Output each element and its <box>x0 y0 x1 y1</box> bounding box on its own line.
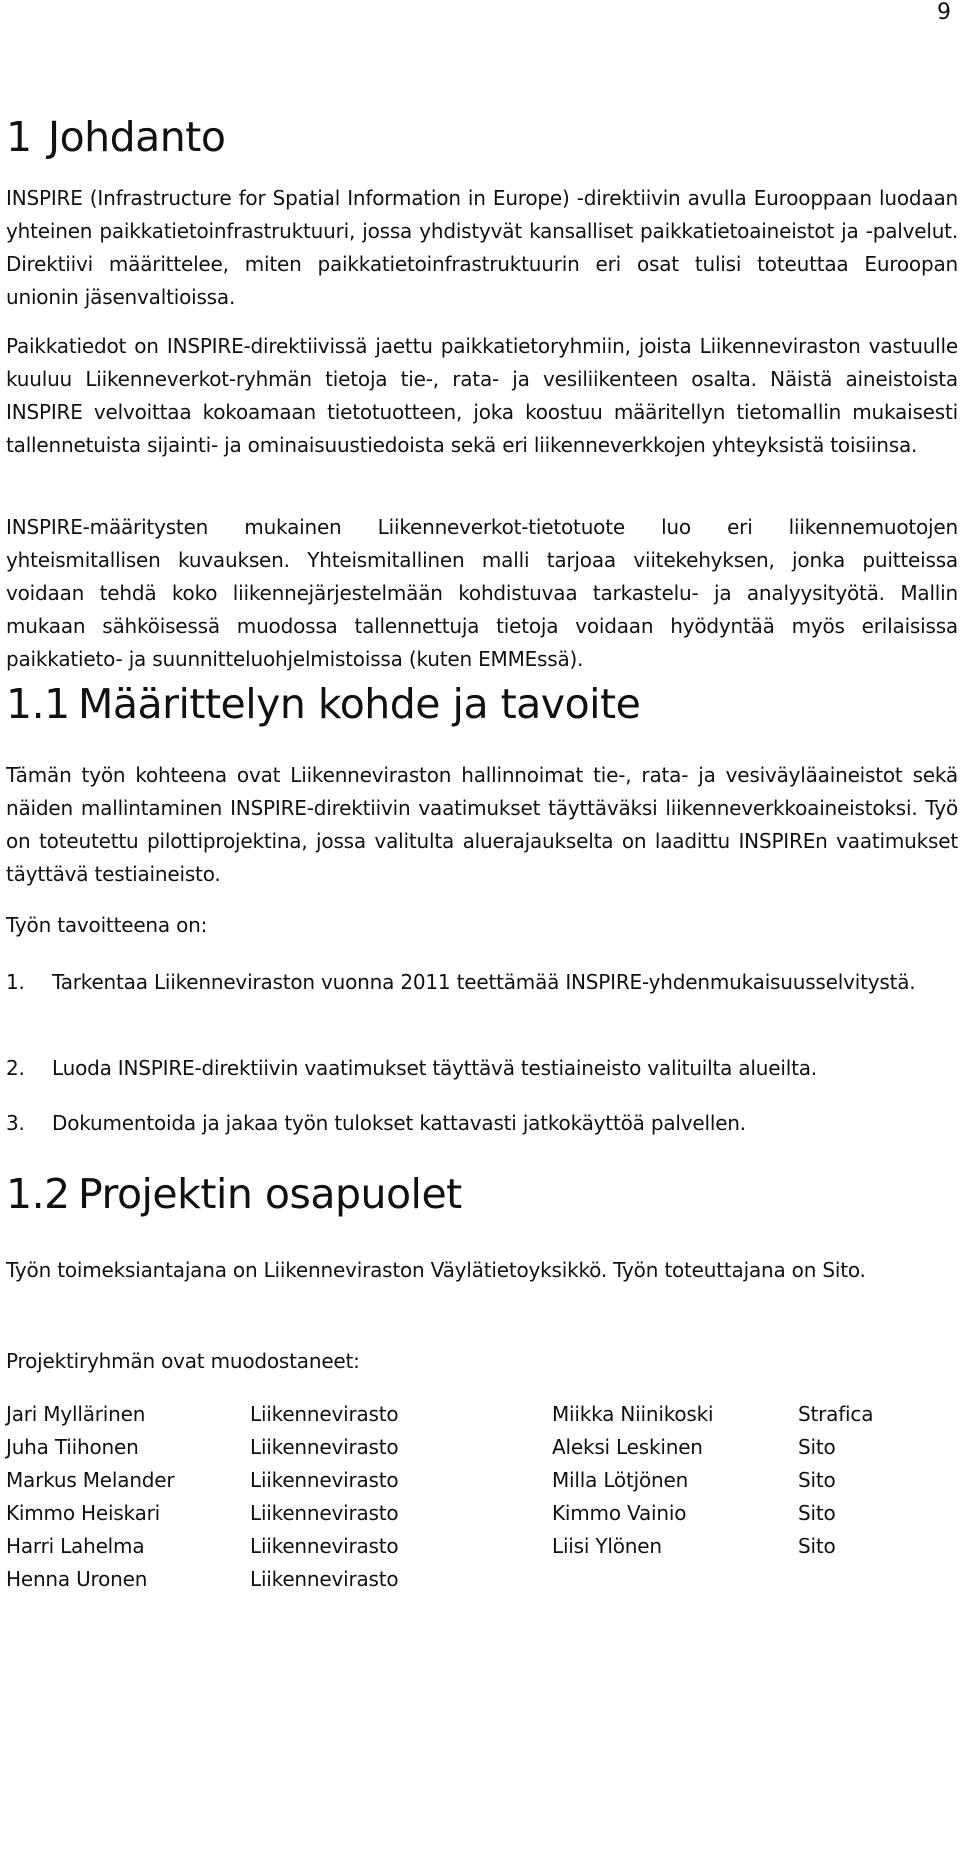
member-organization: Sito <box>798 1534 836 1558</box>
member-name: Aleksi Leskinen <box>552 1435 703 1459</box>
goals-intro: Työn tavoitteena on: <box>6 913 208 937</box>
member-name: Liisi Ylönen <box>552 1534 662 1558</box>
team-row <box>6 1563 958 1595</box>
section-number: 1.2 <box>6 1170 70 1218</box>
chapter-heading <box>6 113 226 161</box>
team-row <box>6 1497 958 1529</box>
list-item <box>6 966 958 999</box>
team-row <box>6 1530 958 1562</box>
list-item-number: 2. <box>6 1056 25 1080</box>
section-heading <box>6 1170 462 1218</box>
list-item-number: 1. <box>6 970 25 994</box>
team-intro: Projektiryhmän ovat muodostaneet: <box>6 1349 360 1373</box>
list-item <box>6 1107 958 1140</box>
member-organization: Sito <box>798 1468 836 1492</box>
member-organization: Sito <box>798 1435 836 1459</box>
member-name: Juha Tiihonen <box>6 1435 139 1459</box>
member-organization: Liikennevirasto <box>250 1534 399 1558</box>
intro-paragraph: INSPIRE-määritysten mukainen Liikenneverkot-tietotuote luo eri liikennemuotojen yhteismitallisen kuvauksen. Yhteismitallinen malli tarjoaa viitekehyksen, jonka puitteissa voidaan tehdä koko liikennejärjestelmään kohdistuvaa tarkastelu- ja analyysityötä. Mallin mukaan sähköisessä muodossa tallennettuja tietoja voidaan hyödyntää myös erilaisissa paikkatieto- ja suunnitteluohjelmistoissa (kuten EMMEssä). <box>6 515 958 671</box>
team-row <box>6 1398 958 1430</box>
member-organization: Liikennevirasto <box>250 1501 399 1525</box>
section-paragraph: Työn toimeksiantajana on Liikenneviraston Väylätietoyksikkö. Työn toteuttajana on Sito. <box>6 1258 866 1282</box>
list-item-text: Tarkentaa Liikenneviraston vuonna 2011 teettämää INSPIRE-yhdenmukaisuusselvitystä. <box>52 970 916 994</box>
list-item-text: Luoda INSPIRE-direktiivin vaatimukset täyttävä testiaineisto valituilta alueilta. <box>52 1056 817 1080</box>
section-paragraph: Tämän työn kohteena ovat Liikenneviraston hallinnoimat tie-, rata- ja vesiväyläaineistot sekä näiden mallintaminen INSPIRE-direktiivin vaatimukset täyttäväksi liikenneverkkoaineistoksi. Työ on toteutettu pilottiprojektina, jossa valitulta aluerajaukselta on laadittu INSPIREn vaatimukset täyttävä testiaineisto. <box>6 763 958 886</box>
section-heading <box>6 680 641 728</box>
section-title: Projektin osapuolet <box>78 1170 462 1218</box>
page-number: 9 <box>937 0 951 25</box>
chapter-number: 1 <box>6 113 32 161</box>
chapter-title: Johdanto <box>48 113 226 161</box>
member-organization: Liikennevirasto <box>250 1402 399 1426</box>
member-name: Milla Lötjönen <box>552 1468 689 1492</box>
member-name: Markus Melander <box>6 1468 175 1492</box>
member-name: Kimmo Heiskari <box>6 1501 161 1525</box>
list-item-text: Dokumentoida ja jakaa työn tulokset kattavasti jatkokäyttöä palvellen. <box>52 1111 746 1135</box>
member-name: Jari Myllärinen <box>6 1402 146 1426</box>
member-name: Harri Lahelma <box>6 1534 145 1558</box>
member-name: Henna Uronen <box>6 1567 148 1591</box>
section-number: 1.1 <box>6 680 70 728</box>
member-organization: Sito <box>798 1501 836 1525</box>
list-item <box>6 1052 958 1085</box>
team-row <box>6 1431 958 1463</box>
member-organization: Strafica <box>798 1402 874 1426</box>
member-organization: Liikennevirasto <box>250 1435 399 1459</box>
member-name: Miikka Niinikoski <box>552 1402 714 1426</box>
intro-paragraph: INSPIRE (Infrastructure for Spatial Information in Europe) -direktiivin avulla Eurooppaan luodaan yhteinen paikkatietoinfrastruktuuri, jossa yhdistyvät kansalliset paikkatietoaineistot ja -palvelut. Direktiivi määrittelee, miten paikkatietoinfrastruktuurin eri osat tulisi toteuttaa Euroopan unionin jäsenvaltioissa. <box>6 186 958 309</box>
member-organization: Liikennevirasto <box>250 1468 399 1492</box>
member-name: Kimmo Vainio <box>552 1501 687 1525</box>
intro-paragraph: Paikkatiedot on INSPIRE-direktiivissä jaettu paikkatietoryhmiin, joista Liikenneviraston vastuulle kuuluu Liikenneverkot-ryhmän tietoja tie-, rata- ja vesiliikenteen osalta. Näistä aineistoista INSPIRE velvoittaa kokoamaan tietotuotteen, joka koostuu määritellyn tietomallin mukaisesti tallennetuista sijainti- ja ominaisuustiedoista sekä eri liikenneverkkojen yhteyksistä toisiinsa. <box>6 334 958 457</box>
member-organization: Liikennevirasto <box>250 1567 399 1591</box>
team-row <box>6 1464 958 1496</box>
section-title: Määrittelyn kohde ja tavoite <box>78 680 641 728</box>
list-item-number: 3. <box>6 1111 25 1135</box>
